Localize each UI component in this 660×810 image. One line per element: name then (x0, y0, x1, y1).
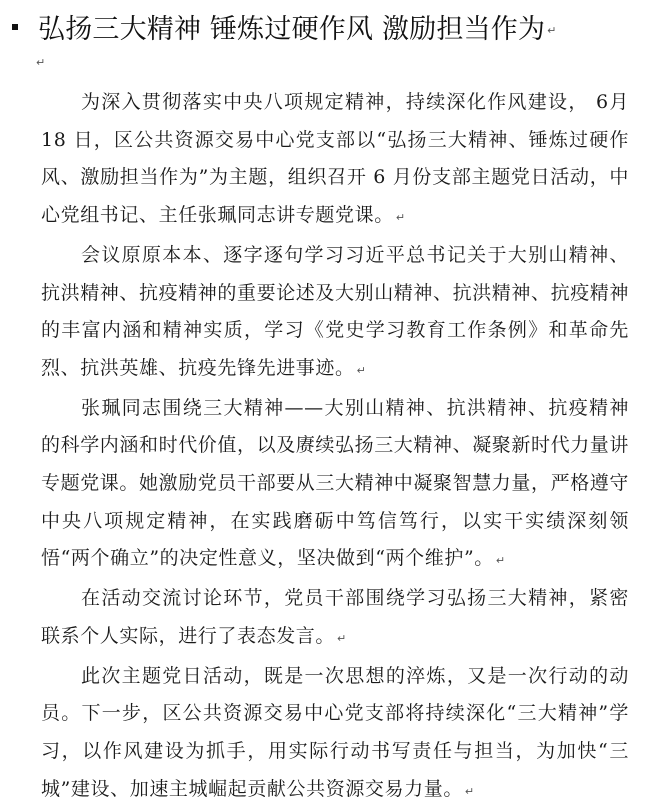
paragraph-mark-icon: ↵ (337, 631, 347, 645)
bullet-icon (12, 24, 18, 30)
paragraph-4[interactable] (41, 580, 629, 657)
paragraph-2[interactable] (41, 237, 629, 390)
title-row (8, 6, 648, 46)
paragraph-text: 为深入贯彻落实中央八项规定精神，持续深化作风建设， 6月 18 日，区公共资源交易中心党支部以“弘扬三大精神、锤炼过硬作风、激励担当作为”为主题，组织召开 6 月份支部主题党日活动，中心党组书记、主任张珮同志讲专题党课。 (41, 91, 629, 227)
empty-paragraph-mark-icon: ↵ (36, 56, 46, 69)
document-title[interactable]: 弘扬三大精神 锤炼过硬作风 激励担当作为 (38, 13, 546, 45)
paragraph-mark-icon: ↵ (395, 211, 406, 225)
paragraph-text: 在活动交流讨论环节，党员干部围绕学习弘扬三大精神，紧密联系个人实际，进行了表态发言。 (41, 587, 629, 647)
paragraph-5[interactable] (41, 658, 629, 810)
paragraph-text: 张珮同志围绕三大精神——大别山精神、抗洪精神、抗疫精神的科学内涵和时代价值，以及赓续弘扬三大精神、凝聚新时代力量讲专题党课。她激励党员干部要从三大精神中凝聚智慧力量，严格遵守中央八项规定精神，在实践磨砺中笃信笃行，以实干实绩深刻领悟“两个确立”的决定性意义，坚决做到“两个维护”。 (41, 396, 630, 570)
paragraph-3[interactable] (41, 390, 629, 581)
paragraph-mark-icon: ↵ (495, 554, 506, 568)
paragraph-1[interactable] (41, 84, 629, 237)
paragraph-text: 此次主题党日活动，既是一次思想的淬炼，又是一次行动的动员。下一步，区公共资源交易中心党支部将持续深化“三大精神”学习，以作风建设为抓手，用实际行动书写责任与担当，为加快“三城”建设、加速主城崛起贡献公共资源交易力量。 (41, 664, 629, 800)
document-body[interactable] (41, 84, 629, 810)
paragraph-mark-icon: ↵ (356, 363, 367, 377)
paragraph-mark-icon: ↵ (464, 784, 475, 798)
paragraph-mark-icon: ↵ (547, 23, 557, 37)
paragraph-text: 会议原原本本、逐字逐句学习习近平总书记关于大别山精神、抗洪精神、抗疫精神的重要论述及大别山精神、抗洪精神、抗疫精神的丰富内涵和精神实质，学习《党史学习教育工作条例》和革命先烈、抗洪英雄、抗疫先锋先进事迹。 (41, 243, 630, 379)
